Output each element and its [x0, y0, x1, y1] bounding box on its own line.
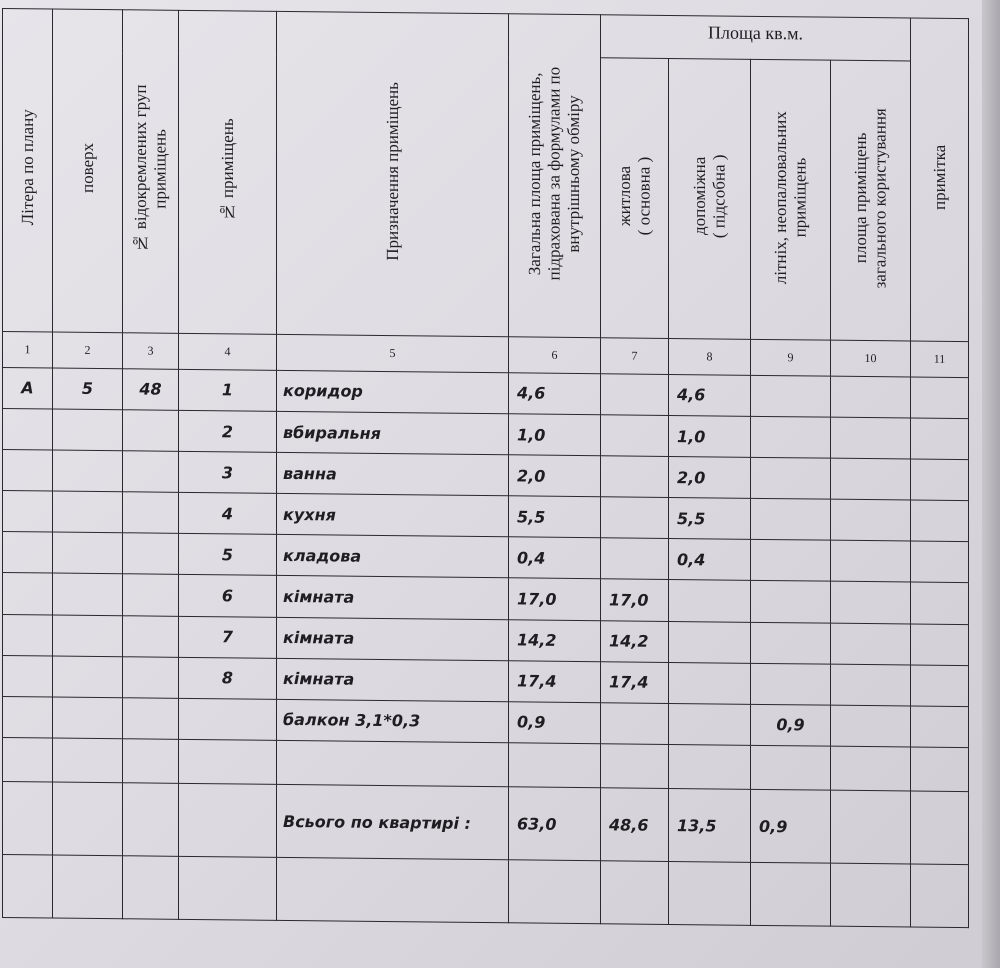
cell-common: [831, 499, 911, 541]
cell-living: 17,0: [601, 579, 669, 621]
column-number: 3: [123, 333, 179, 370]
page-edge: [982, 0, 1000, 968]
cell-room-number: 4: [179, 493, 277, 535]
cell-total-area: 0,9: [509, 702, 601, 744]
column-number: 8: [669, 338, 751, 375]
cell-group: [123, 410, 179, 452]
cell-group: [123, 451, 179, 493]
header-litera: Літера по плану: [3, 9, 53, 332]
cell-total-area: 17,4: [509, 661, 601, 703]
cell-auxiliary: [669, 662, 751, 704]
cell-common: [831, 376, 911, 418]
cell-summer: [751, 581, 831, 623]
cell-room-number: 2: [179, 410, 277, 452]
column-number: 5: [277, 334, 509, 372]
header-summer: літніх, неопалювальних приміщень: [751, 60, 831, 341]
cell-litera: [3, 491, 53, 533]
cell-common: [831, 541, 911, 583]
cell-living: 14,2: [601, 620, 669, 662]
cell-summer: 0,9: [751, 704, 831, 746]
cell-litera: [3, 408, 53, 450]
cell-group: [123, 656, 179, 698]
cell-total-area: 17,0: [509, 578, 601, 620]
column-number: 9: [751, 339, 831, 376]
cell-room-number: 3: [179, 451, 277, 493]
cell-floor: [53, 697, 123, 739]
cell-purpose: кухня: [277, 494, 509, 538]
cell-litera: А: [3, 367, 53, 409]
cell-purpose: кімната: [277, 617, 509, 661]
cell-summer: [751, 622, 831, 664]
cell-litera: [3, 696, 53, 738]
cell-summer: [751, 375, 831, 417]
cell-note: [911, 459, 969, 501]
total-area: 63,0: [509, 787, 601, 861]
cell-purpose: кімната: [277, 658, 509, 702]
cell-living: [601, 538, 669, 580]
total-row: [3, 782, 969, 865]
cell-floor: [53, 656, 123, 698]
cell-total-area: 1,0: [509, 414, 601, 456]
cell-living: [601, 456, 669, 498]
cell-group: [123, 698, 179, 740]
cell-litera: [3, 573, 53, 615]
cell-living: [601, 415, 669, 457]
cell-group: [123, 574, 179, 616]
cell-litera: [3, 532, 53, 574]
cell-living: [601, 374, 669, 416]
cell-summer: [751, 499, 831, 541]
cell-group: [123, 533, 179, 575]
cell-room-number: 8: [179, 657, 277, 699]
cell-room-number: 5: [179, 534, 277, 576]
header-auxiliary: допоміжна ( підсобна ): [669, 59, 751, 340]
cell-auxiliary: 4,6: [669, 374, 751, 416]
cell-room-number: 7: [179, 616, 277, 658]
header-room-number: № приміщень: [179, 10, 277, 334]
cell-note: [911, 541, 969, 583]
cell-litera: [3, 614, 53, 656]
cell-room-number: 6: [179, 575, 277, 617]
cell-note: [911, 582, 969, 624]
column-number: 6: [509, 337, 601, 374]
cell-total-area: 2,0: [509, 455, 601, 497]
cell-total-area: 5,5: [509, 496, 601, 538]
cell-group: [123, 615, 179, 657]
cell-purpose: коридор: [277, 370, 509, 414]
cell-common: [831, 705, 911, 747]
cell-common: [831, 417, 911, 459]
header-total-area: Загальна площа приміщень, підрахована за формулами по внутрішньому обміру: [509, 14, 601, 338]
cell-living: [601, 703, 669, 745]
cell-group: 48: [123, 369, 179, 411]
cell-summer: [751, 457, 831, 499]
column-number: 4: [179, 333, 277, 370]
header-note: примітка: [911, 18, 969, 341]
cell-floor: [53, 491, 123, 533]
cell-purpose: ванна: [277, 452, 509, 496]
cell-group: [123, 492, 179, 534]
cell-auxiliary: 5,5: [669, 498, 751, 540]
cell-room-number: [179, 698, 277, 740]
total-auxiliary: 13,5: [669, 789, 751, 863]
header-area-group: Площа кв.м.: [601, 15, 911, 61]
cell-auxiliary: 0,4: [669, 539, 751, 581]
column-number: 7: [601, 338, 669, 375]
blank-row: [3, 855, 969, 928]
cell-floor: 5: [53, 368, 123, 410]
cell-auxiliary: 2,0: [669, 457, 751, 499]
column-number: 10: [831, 340, 911, 377]
total-summer: 0,9: [751, 790, 831, 864]
header-purpose: Призначення приміщень: [277, 11, 509, 336]
cell-note: [911, 500, 969, 542]
cell-total-area: 4,6: [509, 373, 601, 415]
cell-common: [831, 582, 911, 624]
cell-common: [831, 664, 911, 706]
cell-common: [831, 623, 911, 665]
cell-floor: [53, 532, 123, 574]
header-common: площа приміщень загального користування: [831, 60, 911, 341]
column-number: 1: [3, 331, 53, 368]
cell-note: [911, 706, 969, 748]
cell-litera: [3, 655, 53, 697]
cell-floor: [53, 450, 123, 492]
header-groups: № відокремлених груп приміщень: [123, 10, 179, 333]
column-number: 11: [911, 341, 969, 378]
total-living: 48,6: [601, 788, 669, 862]
cell-litera: [3, 450, 53, 492]
cell-living: 17,4: [601, 662, 669, 704]
cell-summer: [751, 540, 831, 582]
cell-note: [911, 665, 969, 707]
cell-total-area: 14,2: [509, 619, 601, 661]
cell-living: [601, 497, 669, 539]
total-label: Всього по квартирі :: [277, 785, 509, 860]
cell-room-number: 1: [179, 369, 277, 411]
cell-purpose: кладова: [277, 535, 509, 579]
cell-common: [831, 458, 911, 500]
cell-purpose: кімната: [277, 576, 509, 620]
cell-summer: [751, 416, 831, 458]
room-area-table: [2, 8, 969, 928]
cell-purpose: вбиральня: [277, 411, 509, 455]
cell-floor: [53, 615, 123, 657]
header-living: житлова ( основна ): [601, 58, 669, 338]
cell-note: [911, 418, 969, 460]
cell-purpose: балкон 3,1*0,3: [277, 699, 509, 743]
cell-auxiliary: [669, 580, 751, 622]
cell-note: [911, 377, 969, 419]
cell-total-area: 0,4: [509, 537, 601, 579]
cell-summer: [751, 663, 831, 705]
cell-floor: [53, 409, 123, 451]
cell-auxiliary: 1,0: [669, 415, 751, 457]
column-number: 2: [53, 332, 123, 369]
header-floor: поверх: [53, 9, 123, 333]
cell-auxiliary: [669, 703, 751, 745]
cell-auxiliary: [669, 621, 751, 663]
cell-floor: [53, 574, 123, 616]
cell-note: [911, 624, 969, 666]
